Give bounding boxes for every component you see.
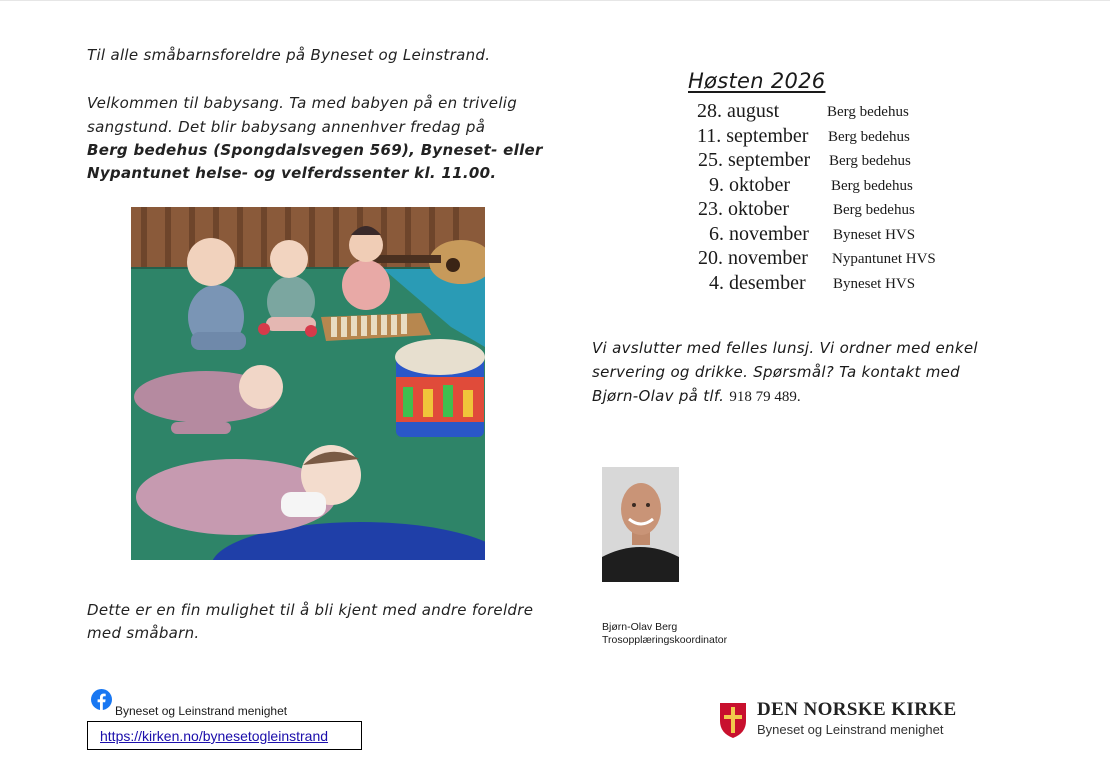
schedule-place: Berg bedehus bbox=[828, 129, 910, 145]
intro-line-4: Nypantunet helse- og velferdssenter kl. 11.00. bbox=[87, 164, 497, 182]
schedule-place: Berg bedehus bbox=[831, 178, 913, 194]
schedule-place: Byneset HVS bbox=[833, 276, 916, 292]
contact-line-3-prefix: Bjørn-Olav på tlf. bbox=[592, 387, 730, 405]
closing-line-1: Dette er en fin mulighet til å bli kjent med andre foreldre bbox=[87, 601, 534, 619]
closing-line-2: med småbarn. bbox=[87, 624, 200, 642]
schedule-date: 4. desember bbox=[709, 272, 806, 294]
schedule-row bbox=[690, 99, 990, 124]
schedule-date: 25. september bbox=[698, 149, 811, 171]
greeting-text: Til alle småbarnsforeldre på Byneset og Leinstrand. bbox=[87, 46, 491, 64]
schedule-date: 11. september bbox=[697, 125, 809, 147]
portrait-photo bbox=[602, 467, 679, 582]
church-name: DEN NORSKE KIRKE bbox=[757, 699, 957, 720]
phone-number: 918 79 489. bbox=[729, 389, 801, 405]
top-divider bbox=[0, 0, 1110, 1]
schedule-place: Berg bedehus bbox=[833, 202, 915, 218]
website-link[interactable]: https://kirken.no/bynesetogleinstrand bbox=[100, 728, 329, 744]
schedule-date: 23. oktober bbox=[698, 198, 790, 220]
intro-line-3: Berg bedehus (Spongdalsvegen 569), Byneset- eller bbox=[87, 141, 543, 159]
church-cross-icon bbox=[718, 701, 748, 739]
schedule-place: Byneset HVS bbox=[833, 227, 916, 243]
person-name: Bjørn-Olav Berg bbox=[602, 621, 678, 633]
facebook-label: Byneset og Leinstrand menighet bbox=[115, 704, 288, 718]
schedule-place: Nypantunet HVS bbox=[832, 251, 936, 267]
intro-line-2: sangstund. Det blir babysang annenhver fredag på bbox=[87, 118, 486, 136]
contact-line-3 bbox=[592, 384, 1012, 409]
schedule-title: Høsten 2026 bbox=[688, 69, 826, 93]
schedule-place: Berg bedehus bbox=[827, 104, 909, 120]
person-role: Trosopplæringskoordinator bbox=[602, 634, 728, 646]
schedule-date: 9. oktober bbox=[709, 174, 791, 196]
schedule-row bbox=[690, 148, 990, 173]
schedule-date: 20. november bbox=[698, 247, 808, 269]
babysang-photo bbox=[131, 207, 485, 560]
intro-line-1: Velkommen til babysang. Ta med babyen på en trivelig bbox=[87, 94, 518, 112]
contact-line-1: Vi avslutter med felles lunsj. Vi ordner med enkel bbox=[592, 339, 978, 357]
schedule-row bbox=[690, 271, 990, 296]
schedule-row bbox=[690, 197, 990, 222]
schedule-row bbox=[690, 222, 990, 247]
schedule-date: 6. november bbox=[709, 223, 809, 245]
schedule-date: 28. august bbox=[697, 100, 780, 122]
contact-line-2: servering og drikke. Spørsmål? Ta kontakt med bbox=[592, 363, 960, 381]
link-box bbox=[87, 721, 362, 750]
facebook-icon[interactable] bbox=[91, 689, 112, 710]
contact-text bbox=[592, 336, 1012, 409]
schedule-row bbox=[690, 124, 990, 149]
church-subtitle: Byneset og Leinstrand menighet bbox=[757, 722, 944, 737]
schedule-row bbox=[690, 173, 990, 198]
schedule-row bbox=[690, 246, 990, 271]
schedule-place: Berg bedehus bbox=[829, 153, 911, 169]
